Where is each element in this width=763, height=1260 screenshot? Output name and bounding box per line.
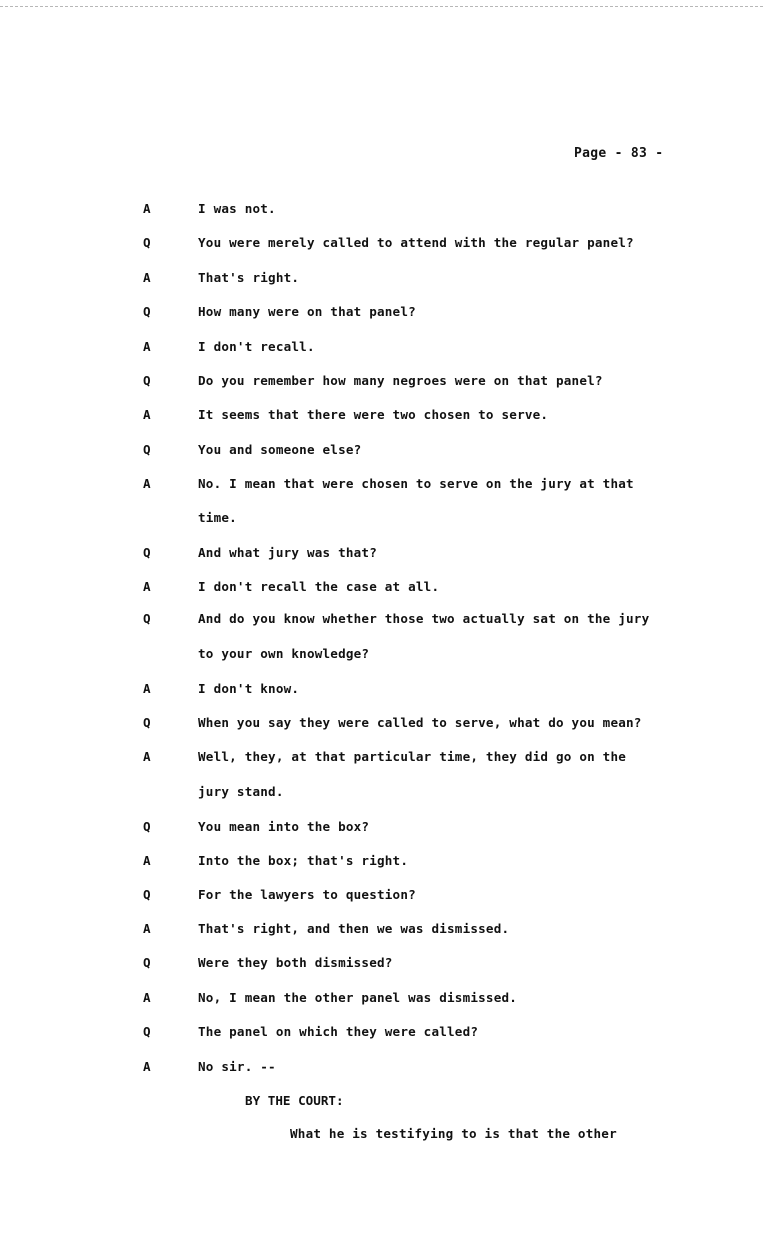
speaker-label: A [143, 270, 151, 285]
transcript-line [0, 921, 763, 941]
court-heading: BY THE COURT: [245, 1093, 344, 1108]
line-text: I don't know. [198, 681, 300, 696]
line-text: Well, they, at that particular time, they did go on the [198, 749, 627, 764]
transcript-line [0, 1024, 763, 1044]
line-text: The panel on which they were called? [198, 1024, 479, 1039]
transcript-line [0, 579, 763, 599]
transcript-line [0, 339, 763, 359]
speaker-label: A [143, 339, 151, 354]
page-top-edge [0, 0, 763, 7]
line-text: And do you know whether those two actually sat on the jury [198, 611, 650, 626]
speaker-label: A [143, 579, 151, 594]
transcript-line [0, 715, 763, 735]
speaker-label: Q [143, 887, 151, 902]
line-text: When you say they were called to serve, what do you mean? [198, 715, 642, 730]
transcript-line [0, 545, 763, 565]
line-text: You and someone else? [198, 442, 362, 457]
speaker-label: A [143, 921, 151, 936]
line-text: You mean into the box? [198, 819, 370, 834]
transcript-line [0, 270, 763, 290]
speaker-label: A [143, 681, 151, 696]
line-text: Were they both dismissed? [198, 955, 393, 970]
transcript-line [0, 235, 763, 255]
transcript-line [0, 749, 763, 769]
line-text: I was not. [198, 201, 276, 216]
speaker-label: A [143, 201, 151, 216]
transcript-line [0, 955, 763, 975]
speaker-label: Q [143, 611, 151, 626]
speaker-label: Q [143, 304, 151, 319]
line-text: You were merely called to attend with the regular panel? [198, 235, 634, 250]
transcript-line [0, 476, 763, 496]
speaker-label: A [143, 853, 151, 868]
speaker-label: A [143, 1059, 151, 1074]
transcript-line [0, 990, 763, 1010]
transcript-line [0, 407, 763, 427]
transcript-line [0, 784, 763, 804]
line-text: No, I mean the other panel was dismissed. [198, 990, 518, 1005]
transcript-line [0, 442, 763, 462]
speaker-label: Q [143, 819, 151, 834]
speaker-label: Q [143, 545, 151, 560]
court-statement: What he is testifying to is that the other [290, 1126, 617, 1141]
line-text: time. [198, 510, 237, 525]
speaker-label: A [143, 749, 151, 764]
line-text: Do you remember how many negroes were on that panel? [198, 373, 603, 388]
speaker-label: A [143, 990, 151, 1005]
speaker-label: Q [143, 715, 151, 730]
speaker-label: Q [143, 235, 151, 250]
line-text: That's right. [198, 270, 300, 285]
speaker-label: Q [143, 442, 151, 457]
transcript-line [0, 1059, 763, 1079]
line-text: And what jury was that? [198, 545, 377, 560]
transcript-line [0, 201, 763, 221]
transcript-line [0, 681, 763, 701]
line-text: For the lawyers to question? [198, 887, 416, 902]
speaker-label: Q [143, 955, 151, 970]
line-text: Into the box; that's right. [198, 853, 409, 868]
line-text: jury stand. [198, 784, 284, 799]
transcript-line [0, 646, 763, 666]
line-text: No. I mean that were chosen to serve on the jury at that [198, 476, 634, 491]
transcript-line [0, 373, 763, 393]
page-number: Page - 83 - [574, 146, 664, 161]
line-text: It seems that there were two chosen to serve. [198, 407, 549, 422]
line-text: That's right, and then we was dismissed. [198, 921, 510, 936]
transcript-line [0, 611, 763, 631]
line-text: to your own knowledge? [198, 646, 370, 661]
line-text: I don't recall the case at all. [198, 579, 440, 594]
transcript-line [0, 819, 763, 839]
transcript-line [0, 853, 763, 873]
line-text: No sir. -- [198, 1059, 276, 1074]
line-text: How many were on that panel? [198, 304, 416, 319]
speaker-label: Q [143, 1024, 151, 1039]
transcript-line [0, 304, 763, 324]
speaker-label: A [143, 407, 151, 422]
line-text: I don't recall. [198, 339, 315, 354]
speaker-label: Q [143, 373, 151, 388]
transcript-line [0, 510, 763, 530]
transcript-line [0, 887, 763, 907]
speaker-label: A [143, 476, 151, 491]
